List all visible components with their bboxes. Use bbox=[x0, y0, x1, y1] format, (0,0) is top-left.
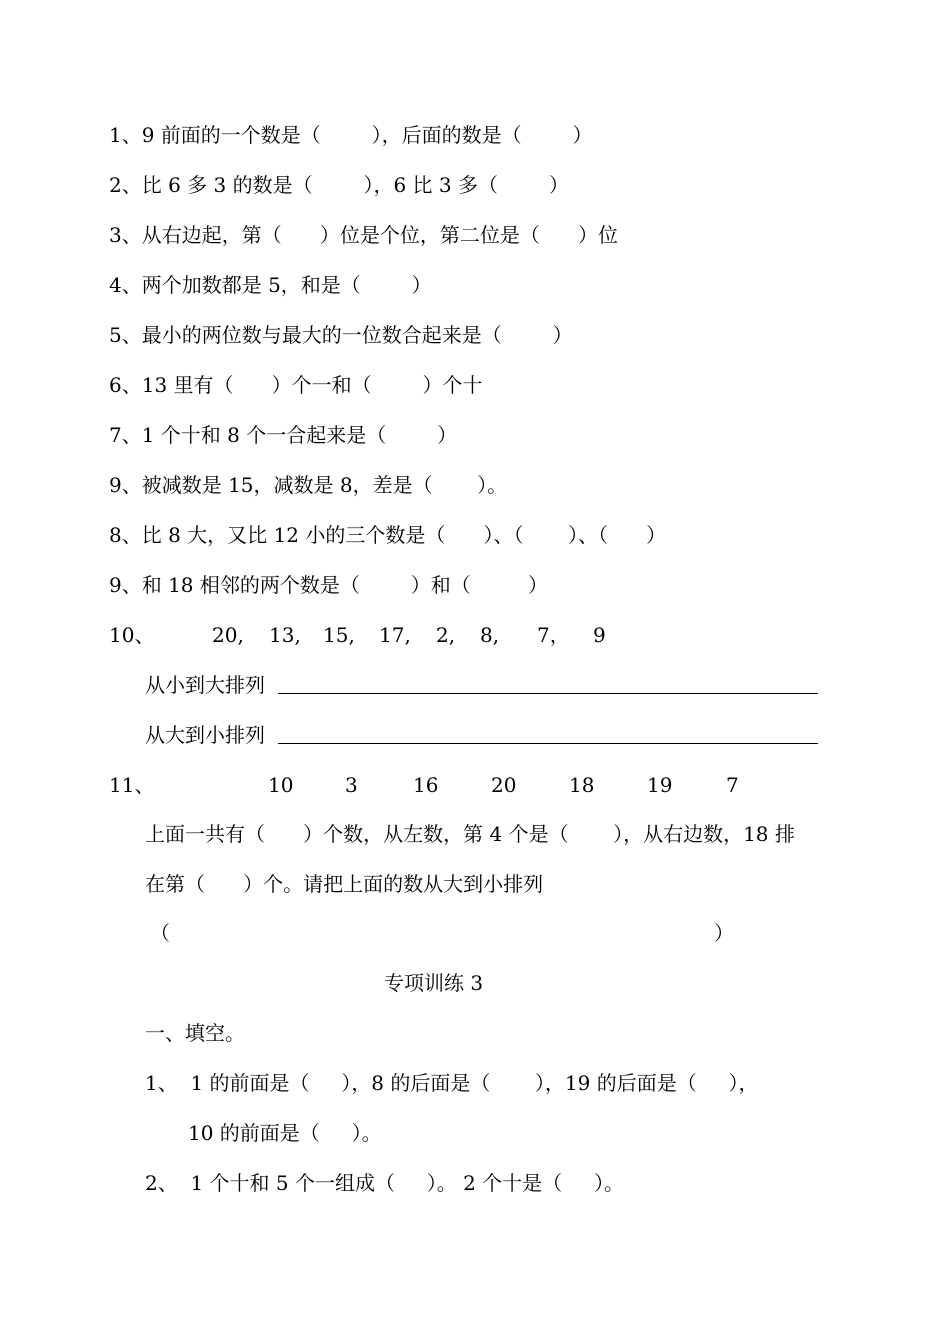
q10-number: 2, bbox=[436, 623, 456, 647]
question-8: 8、比 8 大，又比 12 小的三个数是（ ）、（ ）、（ ） bbox=[109, 523, 667, 547]
q11-number: 3 bbox=[345, 773, 358, 797]
q11-number: 18 bbox=[569, 773, 595, 797]
q10-descending-label: 从大到小排列 bbox=[145, 723, 265, 747]
section-part-heading: 一、填空。 bbox=[145, 1021, 245, 1045]
q10-number: 8, bbox=[480, 623, 500, 647]
q11-number: 19 bbox=[647, 773, 673, 797]
question-6: 6、13 里有（ ）个一和（ ）个十 bbox=[109, 373, 483, 397]
q11-answer-open-paren: （ bbox=[150, 921, 170, 945]
question-5: 5、最小的两位数与最大的一位数合起来是（ ） bbox=[109, 323, 573, 347]
q10-number: 20, bbox=[212, 623, 244, 647]
section-question-2: 2、 1 个十和 5 个一组成（ ）。 2 个十是（ ）。 bbox=[145, 1171, 624, 1195]
q11-number: 7 bbox=[726, 773, 739, 797]
q10-number: 7， bbox=[537, 623, 570, 647]
question-7: 7、1 个十和 8 个一合起来是（ ） bbox=[109, 423, 458, 447]
question-2: 2、比 6 多 3 的数是（ ），6 比 3 多（ ） bbox=[109, 173, 569, 197]
question-10-label: 10、 bbox=[109, 623, 155, 647]
section-question-1-line-1: 1、 1 的前面是（ ），8 的后面是（ ），19 的后面是（ ）， bbox=[145, 1071, 759, 1095]
question-4: 4、两个加数都是 5，和是（ ） bbox=[109, 273, 432, 297]
question-1: 1、9 前面的一个数是（ ），后面的数是（ ） bbox=[109, 123, 593, 147]
q10-ascending-label: 从小到大排列 bbox=[145, 673, 265, 697]
q10-number: 9 bbox=[593, 623, 606, 647]
question-9a: 9、被减数是 15，减数是 8，差是（ ）。 bbox=[109, 473, 508, 497]
q10-ascending-answer-line bbox=[278, 693, 818, 694]
q11-number: 16 bbox=[413, 773, 439, 797]
q10-number: 17, bbox=[379, 623, 411, 647]
q11-answer-close-paren: ） bbox=[714, 921, 734, 945]
question-3: 3、从右边起，第（ ）位是个位，第二位是（ ）位 bbox=[109, 223, 619, 247]
q10-number: 13, bbox=[269, 623, 301, 647]
q10-descending-answer-line bbox=[278, 743, 818, 744]
question-9b: 9、和 18 相邻的两个数是（ ）和（ ） bbox=[109, 573, 548, 597]
q11-line-2: 在第（ ）个。请把上面的数从大到小排列 bbox=[145, 872, 544, 896]
q11-number: 10 bbox=[268, 773, 294, 797]
section-title: 专项训练 3 bbox=[384, 971, 484, 995]
q11-number: 20 bbox=[491, 773, 517, 797]
q10-number: 15, bbox=[323, 623, 355, 647]
section-question-1-line-2: 10 的前面是（ ）。 bbox=[188, 1121, 382, 1145]
q11-line-1: 上面一共有（ ）个数，从左数，第 4 个是（ ），从右边数，18 排 bbox=[145, 822, 795, 846]
question-11-label: 11、 bbox=[109, 773, 155, 797]
